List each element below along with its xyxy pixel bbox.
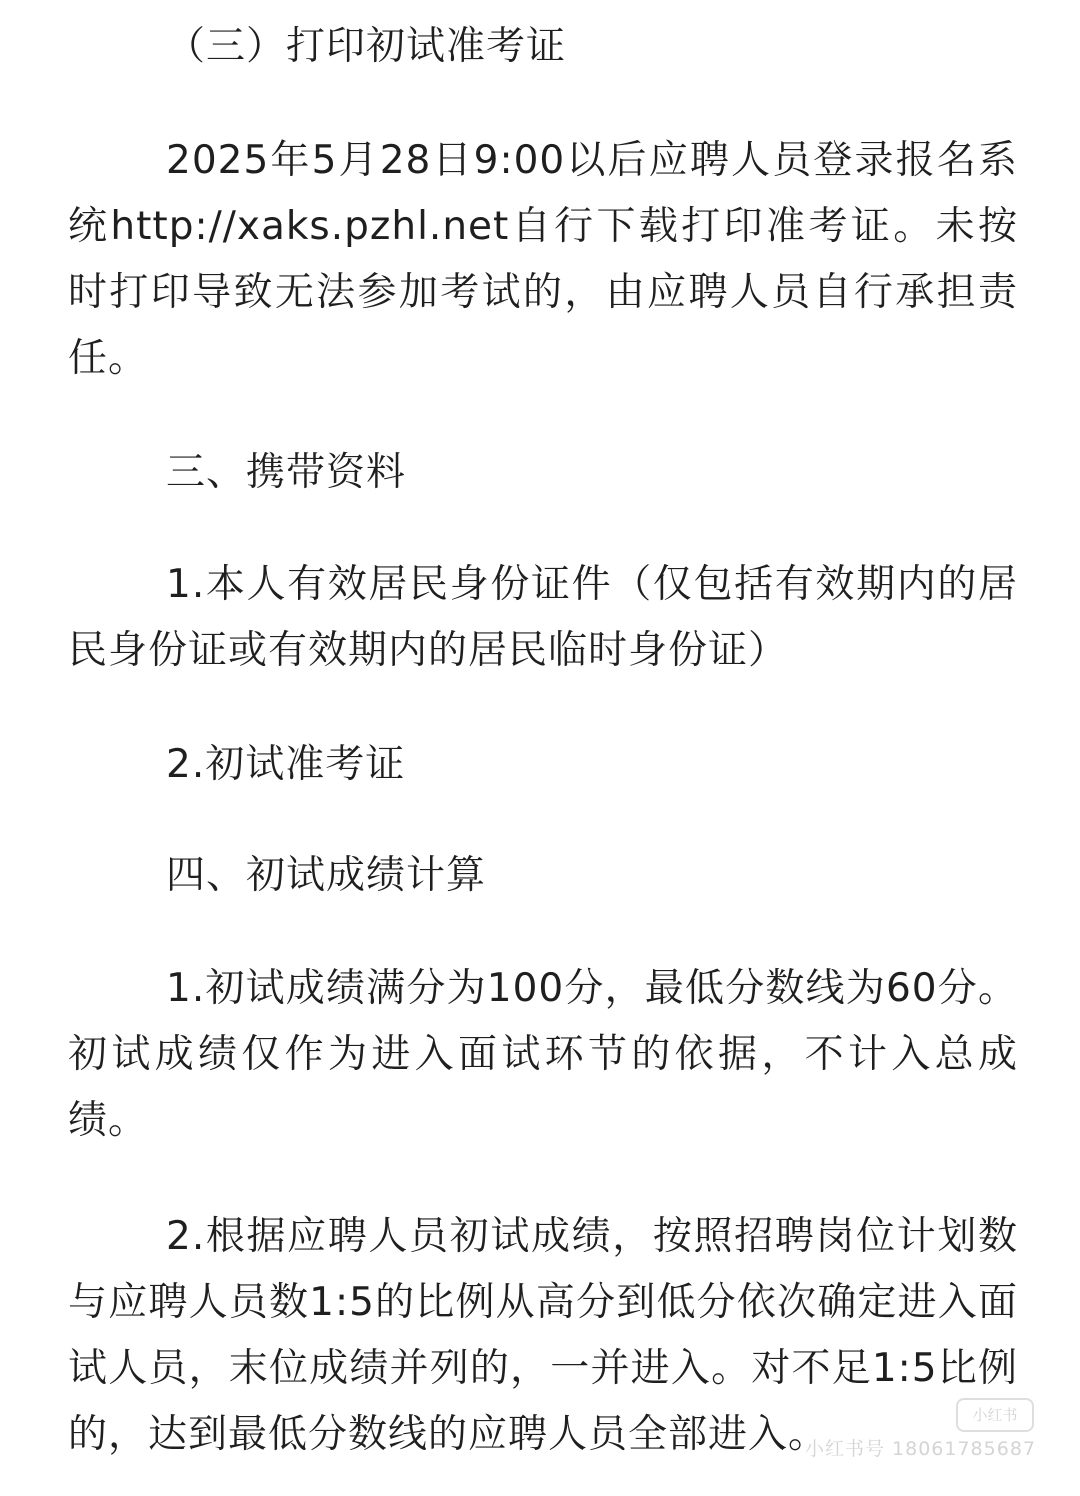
section-heading-print-admission-ticket: （三）打印初试准考证 <box>166 24 567 69</box>
watermark-account-id: 小红书号 18061785687 <box>804 1438 1036 1460</box>
watermark-logo: 小红书 <box>956 1398 1034 1432</box>
section-heading-materials: 三、携带资料 <box>166 450 407 495</box>
paragraph-id-document: 1.本人有效居民身份证件（仅包括有效期内的居民身份证或有效期内的居民临时身份证） <box>68 562 1018 673</box>
section-heading-score-calculation: 四、初试成绩计算 <box>166 853 487 898</box>
paragraph-print-instructions: 2025年5月28日9:00以后应聘人员登录报名系统http://xaks.pzhl.net自行下载打印准考证。未按时打印导致无法参加考试的，由应聘人员自行承担责任。 <box>68 138 1018 381</box>
paragraph-interview-selection: 2.根据应聘人员初试成绩，按照招聘岗位计划数与应聘人员数1:5的比例从高分到低分依次确定进入面试人员，末位成绩并列的，一并进入。对不足1:5比例的，达到最低分数线的应聘人员全部进入。 <box>68 1214 1018 1457</box>
paragraph-admission-ticket: 2.初试准考证 <box>166 742 406 787</box>
paragraph-score-rules: 1.初试成绩满分为100分，最低分数线为60分。初试成绩仅作为进入面试环节的依据，不计入总成绩。 <box>68 966 1018 1143</box>
